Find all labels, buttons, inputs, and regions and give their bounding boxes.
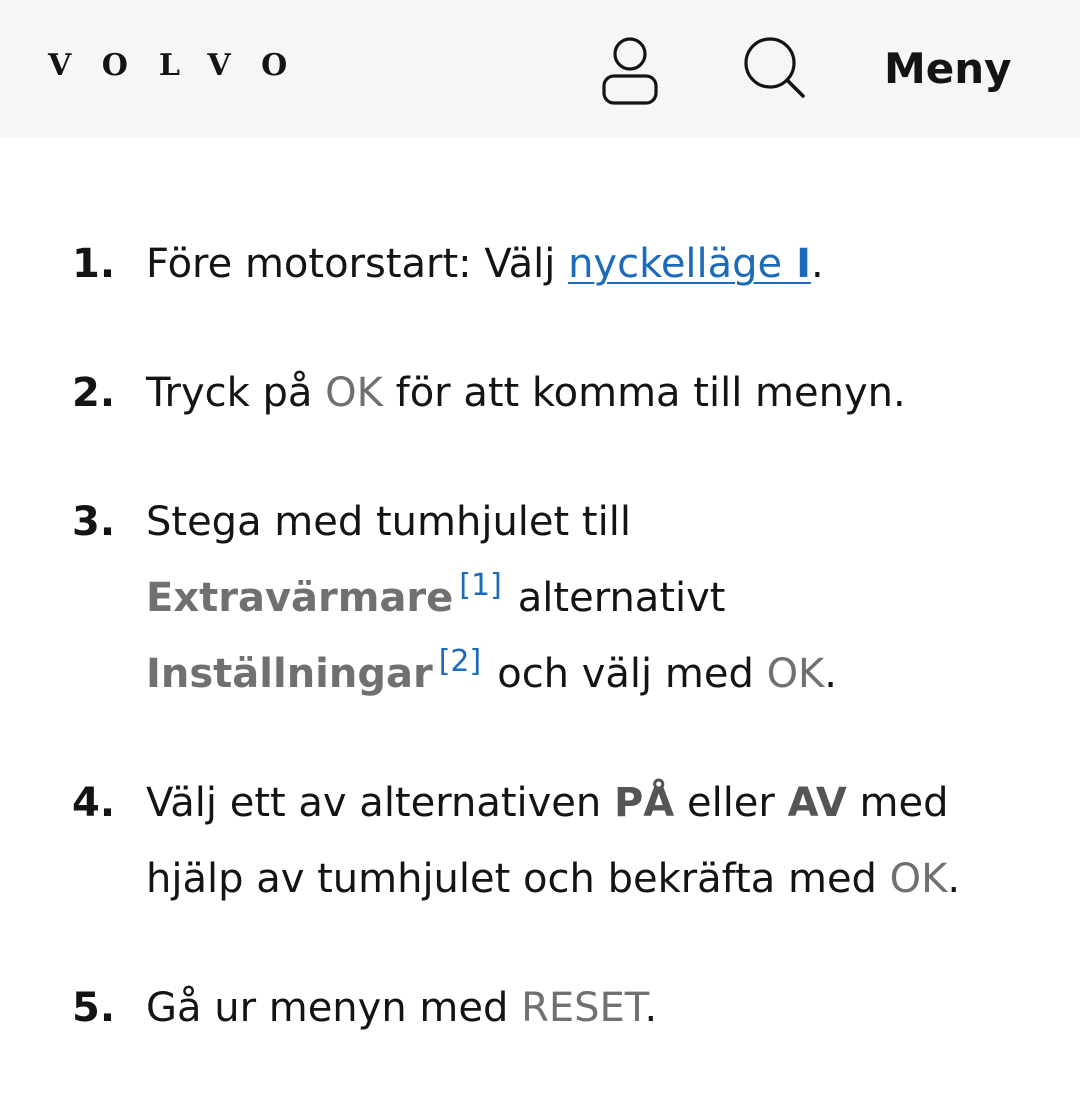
button-code-ok: OK (325, 370, 383, 416)
step-text: Välj ett av alternativen (146, 780, 614, 826)
step-text-end: . (644, 985, 658, 1031)
step-text-end: . (824, 651, 837, 697)
step-text: Före motorstart: Välj (146, 241, 569, 287)
step-number: 1. (72, 241, 116, 287)
instruction-steps (0, 226, 1080, 1099)
step-text: Gå ur menyn med (146, 985, 522, 1031)
account-button[interactable] (597, 34, 663, 106)
step-number: 3. (72, 499, 116, 545)
footnote-link-2[interactable]: [2] (438, 644, 482, 679)
step-text-after: med hjälp av tumhjulet och bekräfta med (146, 780, 949, 902)
step-text-end: för att komma till menyn. (382, 370, 906, 416)
link-suffix: I (782, 241, 811, 287)
step-item (0, 226, 1080, 302)
link-text: nyckelläge (568, 241, 783, 287)
step-number: 4. (72, 780, 116, 826)
step-text: Tryck på (146, 370, 326, 416)
step-item (0, 970, 1080, 1046)
button-code-ok: OK (766, 651, 825, 697)
option-off: AV (787, 780, 847, 826)
step-text-after: och välj med (497, 651, 767, 697)
menu-option-extravarmare: Extravärmare (146, 575, 454, 621)
step-number: 5. (72, 985, 116, 1031)
button-code-ok: OK (889, 856, 948, 902)
step-text-end: . (947, 856, 961, 902)
menu-option-installningar: Inställningar (146, 651, 433, 697)
site-header (0, 0, 1080, 137)
step-text-end: . (810, 241, 824, 287)
button-code-reset: RESET (521, 985, 645, 1031)
key-position-link[interactable] (568, 241, 811, 287)
user-icon (597, 34, 663, 106)
step-text-or: eller (674, 780, 788, 826)
step-text: Stega med tumhjulet till (146, 499, 631, 545)
step-number: 2. (72, 370, 116, 416)
volvo-logo[interactable]: VOLVO (48, 48, 319, 83)
step-item (0, 765, 1080, 917)
step-item (0, 484, 1080, 712)
footnote-link-1[interactable]: [1] (459, 568, 502, 603)
step-text-middle: alternativt (517, 575, 726, 621)
option-on: PÅ (613, 780, 675, 826)
search-button[interactable] (741, 36, 809, 100)
step-item (0, 355, 1080, 431)
search-icon (741, 36, 809, 100)
menu-button[interactable]: Meny (880, 40, 1016, 98)
